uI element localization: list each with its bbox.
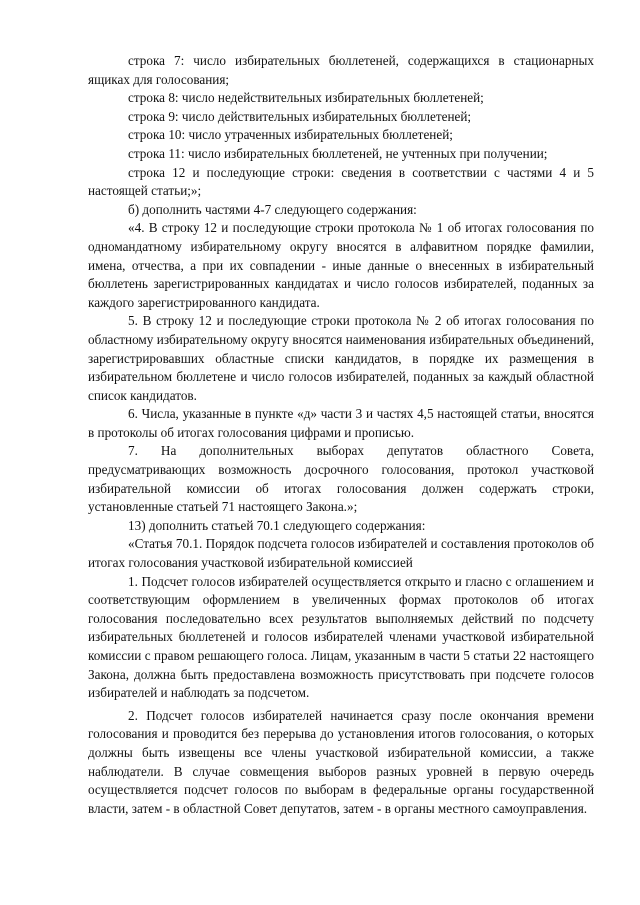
article-70-1-heading: «Статья 70.1. Порядок подсчета голосов избирателей и составления протоколов об итогах голосования участковой избирательной комиссией <box>88 536 594 571</box>
paragraph-line-7: строка 7: число избирательных бюллетеней, содержащихся в стационарных ящиках для голосования; <box>88 53 594 87</box>
paragraph-part-7: 7. На дополнительных выборах депутатов областного Совета, предусматривающих возможность досрочного голосования, протокол участковой избирательной комиссии об итогах голосования должен содержать строки, установленные статьей 71 настоящего Закона.»; <box>88 443 594 515</box>
paragraph-line-9: строка 9: число действительных избирательных бюллетеней; <box>128 108 472 124</box>
paragraph-part-5: 5. В строку 12 и последующие строки протокола № 2 об итогах голосования по областному избирательному округу вносятся наименования избирательных объединений, зарегистрировавших областные списки кандидатов, в порядке их размещения в избирательном бюллетене и число голосов избирателей, поданных за каждый областной список кандидатов. <box>88 313 594 403</box>
document-page <box>88 52 594 818</box>
paragraph-amend-b: б) дополнить частями 4-7 следующего содержания: <box>128 201 417 217</box>
paragraph-part-4: «4. В строку 12 и последующие строки протокола № 1 об итогах голосования по одномандатному избирательному округу вносятся в алфавитном порядке фамилии, имена, отчества, а при их совпадении - иные данные о внесенных в избирательный бюллетень зарегистрированных кандидатах и число голосов избирателей, поданных за каждого зарегистрированного кандидата. <box>88 220 594 310</box>
article-70-1-part-1: 1. Подсчет голосов избирателей осуществляется открыто и гласно с оглашением и соответствующим оформлением в увеличенных формах протоколов об итогах голосования последовательно всех результатов выполняемых действий по подсчету избирательных бюллетеней и голосов избирателей членами участковой избирательной комиссии с правом решающего голоса. Лицам, указанным в части 5 статьи 22 настоящего Закона, должна быть предоставлена возможность присутствовать при подсчете голосов избирателей и наблюдать за подсчетом. <box>88 573 594 701</box>
paragraph-part-6: 6. Числа, указанные в пункте «д» части 3 и частях 4,5 настоящей статьи, вносятся в протоколы об итогах голосования цифрами и прописью. <box>88 406 594 440</box>
paragraph-line-12: строка 12 и последующие строки: сведения в соответствии с частями 4 и 5 настоящей статьи;»; <box>88 164 594 199</box>
paragraph-line-10: строка 10: число утраченных избирательных бюллетеней; <box>128 127 453 143</box>
paragraph-amend-13: 13) дополнить статьей 70.1 следующего содержания: <box>128 517 426 533</box>
paragraph-line-11: строка 11: число избирательных бюллетеней, не учтенных при получении; <box>128 145 548 161</box>
article-70-1-part-2: 2. Подсчет голосов избирателей начинается сразу после окончания времени голосования и проводится без перерыва до установления итогов голосования, о которых должны быть извещены все члены участковой избирательной комиссии, а также наблюдатели. В случае совмещения выборов разных уровней в первую очередь осуществляется подсчет голосов по выборам в федеральные органы государственной власти, затем - в областной Совет депутатов, затем - в органы местного самоуправления. <box>88 707 594 816</box>
paragraph-line-8: строка 8: число недействительных избирательных бюллетеней; <box>128 90 484 106</box>
